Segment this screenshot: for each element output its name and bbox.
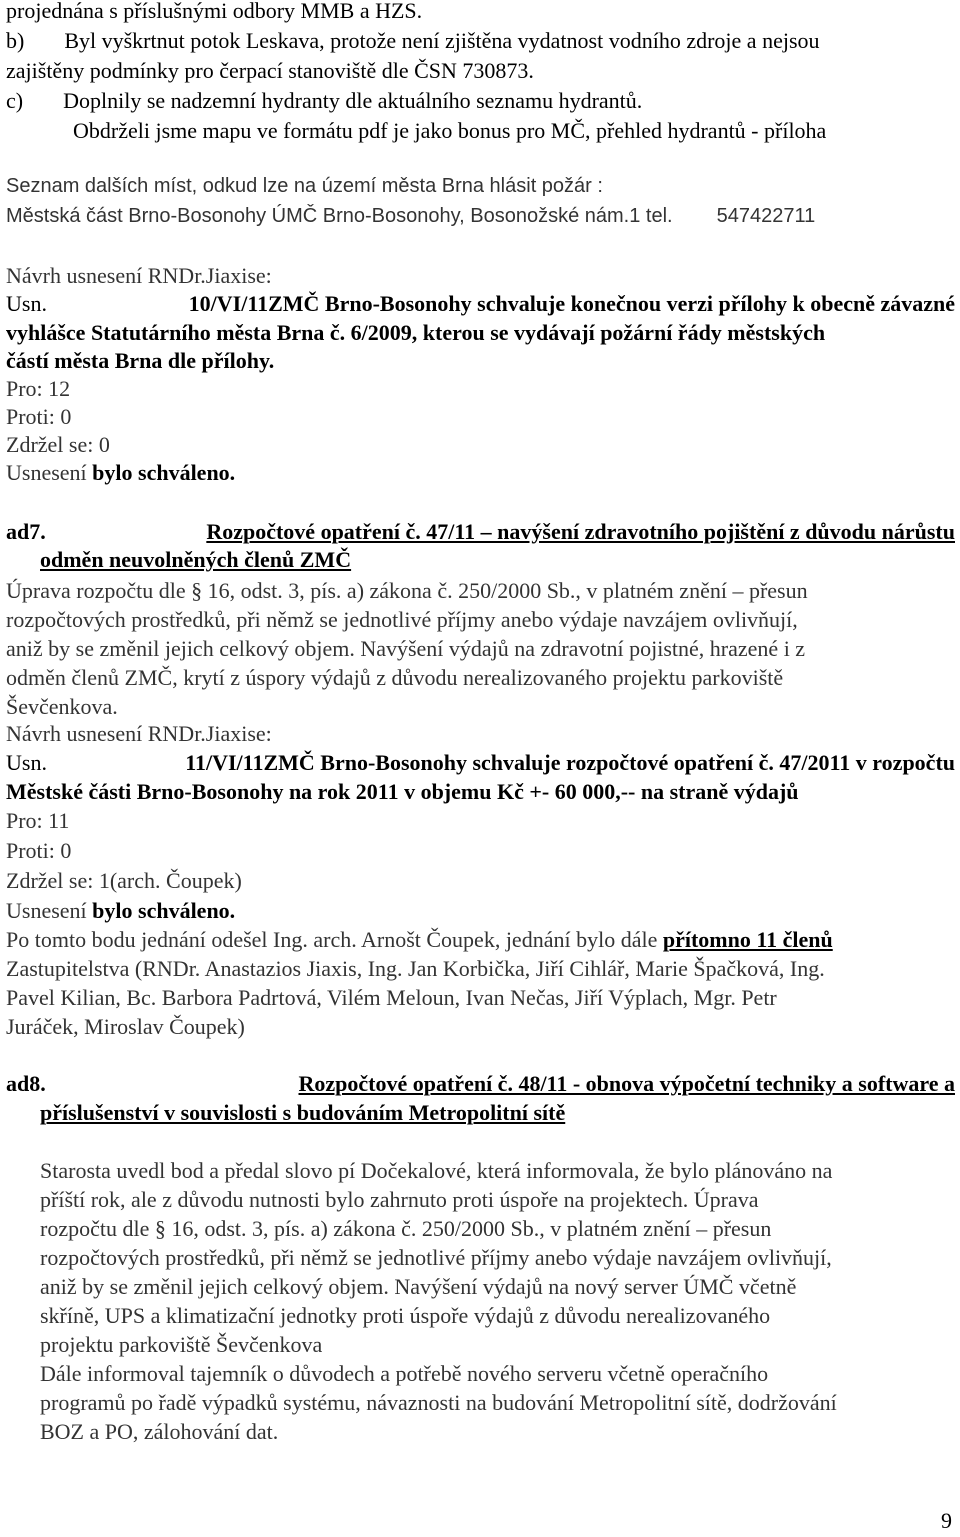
agenda-item-8 [6,1073,955,1095]
paragraph-line: Dále informoval tajemník o důvodech a potřebě nového serveru včetně operačního [40,1361,769,1386]
agenda-number: ad7. [6,519,46,544]
resolution-text: 10/VI/11ZMČ Brno-Bosonohy schvaluje konečnou verzi přílohy k obecně závazné [188,291,955,316]
resolution-prefix: Usn. [6,750,47,775]
resolution-result [6,900,235,922]
paragraph-line: programů po řadě výpadků systému, návaznosti na budování Metropolitní sítě, dodržování [40,1390,837,1415]
paragraph-line: projektu parkoviště Ševčenkova [40,1332,323,1357]
attendance-count: přítomno 11 členů [662,927,833,952]
paragraph-line: skříně, UPS a klimatizační jednotky proti úspoře výdajů z důvodu nerealizovaného [40,1303,771,1328]
vote-against: Proti: 0 [6,838,72,863]
agenda-item-7 [6,521,955,543]
agenda-title: odměn neuvolněných členů ZMČ [40,547,352,572]
resolution-line: částí města Brna dle přílohy. [6,348,275,373]
paragraph-line: příští rok, ale z důvodu nutnosti bylo zahrnuto proti úspoře na projektech. Úprava [40,1187,759,1212]
contact-address: Městská část Brno-Bosonohy ÚMČ Brno-Bosonohy, Bosonožské nám.1 tel. [6,205,673,227]
result-label: Usnesení [6,460,87,485]
paragraph-line: rozpočtových prostředků, při němž se jednotlivé příjmy anebo výdaje navzájem ovlivňují, [40,1245,832,1270]
paragraph-line: rozpočtových prostředků, při němž se jednotlivé příjmy anebo výdaje navzájem ovlivňují, [6,607,798,632]
list-marker: c) [6,88,24,113]
text-line: Seznam dalších míst, odkud lze na území města Brna hlásit požár : [6,175,603,197]
paragraph-line: Úprava rozpočtu dle § 16, odst. 3, pís. a) zákona č. 250/2000 Sb., v platném znění – přesun [6,578,808,603]
list-item-c [6,90,642,112]
paragraph-line: odměn členů ZMČ, krytí z úspory výdajů z důvodu nerealizovaného projektu parkoviště [6,665,784,690]
agenda-number: ad8. [6,1071,46,1096]
motion-heading: Návrh usnesení RNDr.Jiaxise: [6,263,272,288]
attendance-text: Po tomto bodu jednání odešel Ing. arch. Arnošt Čoupek, jednání bylo dále [6,927,658,952]
resolution-line: Městské části Brno-Bosonohy na rok 2011 v objemu Kč +- 60 000,-- na straně výdajů [6,779,799,804]
vote-abstain: Zdržel se: 0 [6,432,110,457]
result-value: bylo schváleno. [92,898,236,923]
text-line: zajištěny podmínky pro čerpací stanoviště dle ČSN 730873. [6,58,534,83]
vote-against: Proti: 0 [6,404,72,429]
paragraph-line: aniž by se změnil jejich celkový objem. Navýšení výdajů na nový server ÚMČ včetně [40,1274,797,1299]
paragraph-line: Zastupitelstva (RNDr. Anastazios Jiaxis, Ing. Jan Korbička, Jiří Cihlář, Marie Špačková, Ing. [6,956,825,981]
resolution-line [6,293,955,315]
resolution-text: 11/VI/11ZMČ Brno-Bosonohy schvaluje rozpočtové opatření č. 47/2011 v rozpočtu [185,750,955,775]
result-value: bylo schváleno. [92,460,236,485]
agenda-title: Rozpočtové opatření č. 48/11 - obnova výpočetní techniky a software a [298,1071,955,1096]
page-number: 9 [941,1508,952,1533]
resolution-result [6,462,235,484]
attendance-line [6,929,833,951]
resolution-line: vyhlášce Statutárního města Brna č. 6/2009, kterou se vydávají požární řády městských [6,320,826,345]
paragraph-line: Ševčenkova. [6,694,118,719]
agenda-title: příslušenství v souvislosti s budováním Metropolitní sítě [40,1100,566,1125]
vote-for: Pro: 11 [6,808,70,833]
contact-line [6,206,815,226]
text-line: projednána s příslušnými odbory MMB a HZS. [6,0,423,23]
paragraph-line: rozpočtu dle § 16, odst. 3, pís. a) zákona č. 250/2000 Sb., v platném znění – přesun [40,1216,772,1241]
resolution-prefix: Usn. [6,291,47,316]
list-item-text: Doplnily se nadzemní hydranty dle aktuálního seznamu hydrantů. [63,88,643,113]
agenda-title: Rozpočtové opatření č. 47/11 – navýšení zdravotního pojištění z důvodu nárůstu [206,519,955,544]
resolution-line [6,752,955,774]
list-marker: b) [6,28,25,53]
text-line: Obdrželi jsme mapu ve formátu pdf je jako bonus pro MČ, přehled hydrantů - příloha [73,118,827,143]
contact-phone: 547422711 [716,205,816,227]
list-item-text: Byl vyškrtnut potok Leskava, protože není zjištěna vydatnost vodního zdroje a nejsou [64,28,820,53]
motion-heading: Návrh usnesení RNDr.Jiaxise: [6,721,272,746]
vote-abstain: Zdržel se: 1(arch. Čoupek) [6,868,242,893]
paragraph-line: BOZ a PO, zálohování dat. [40,1419,279,1444]
list-item-b [6,30,820,52]
result-label: Usnesení [6,898,87,923]
paragraph-line: aniž by se změnil jejich celkový objem. Navýšení výdajů na zdravotní pojistné, hrazené i z [6,636,806,661]
paragraph-line: Juráček, Miroslav Čoupek) [6,1014,245,1039]
paragraph-line: Pavel Kilian, Bc. Barbora Padrtová, Vilém Meloun, Ivan Nečas, Jiří Výplach, Mgr. Petr [6,985,777,1010]
vote-for: Pro: 12 [6,376,71,401]
paragraph-line: Starosta uvedl bod a předal slovo pí Dočekalové, která informovala, že bylo plánováno na [40,1158,833,1183]
